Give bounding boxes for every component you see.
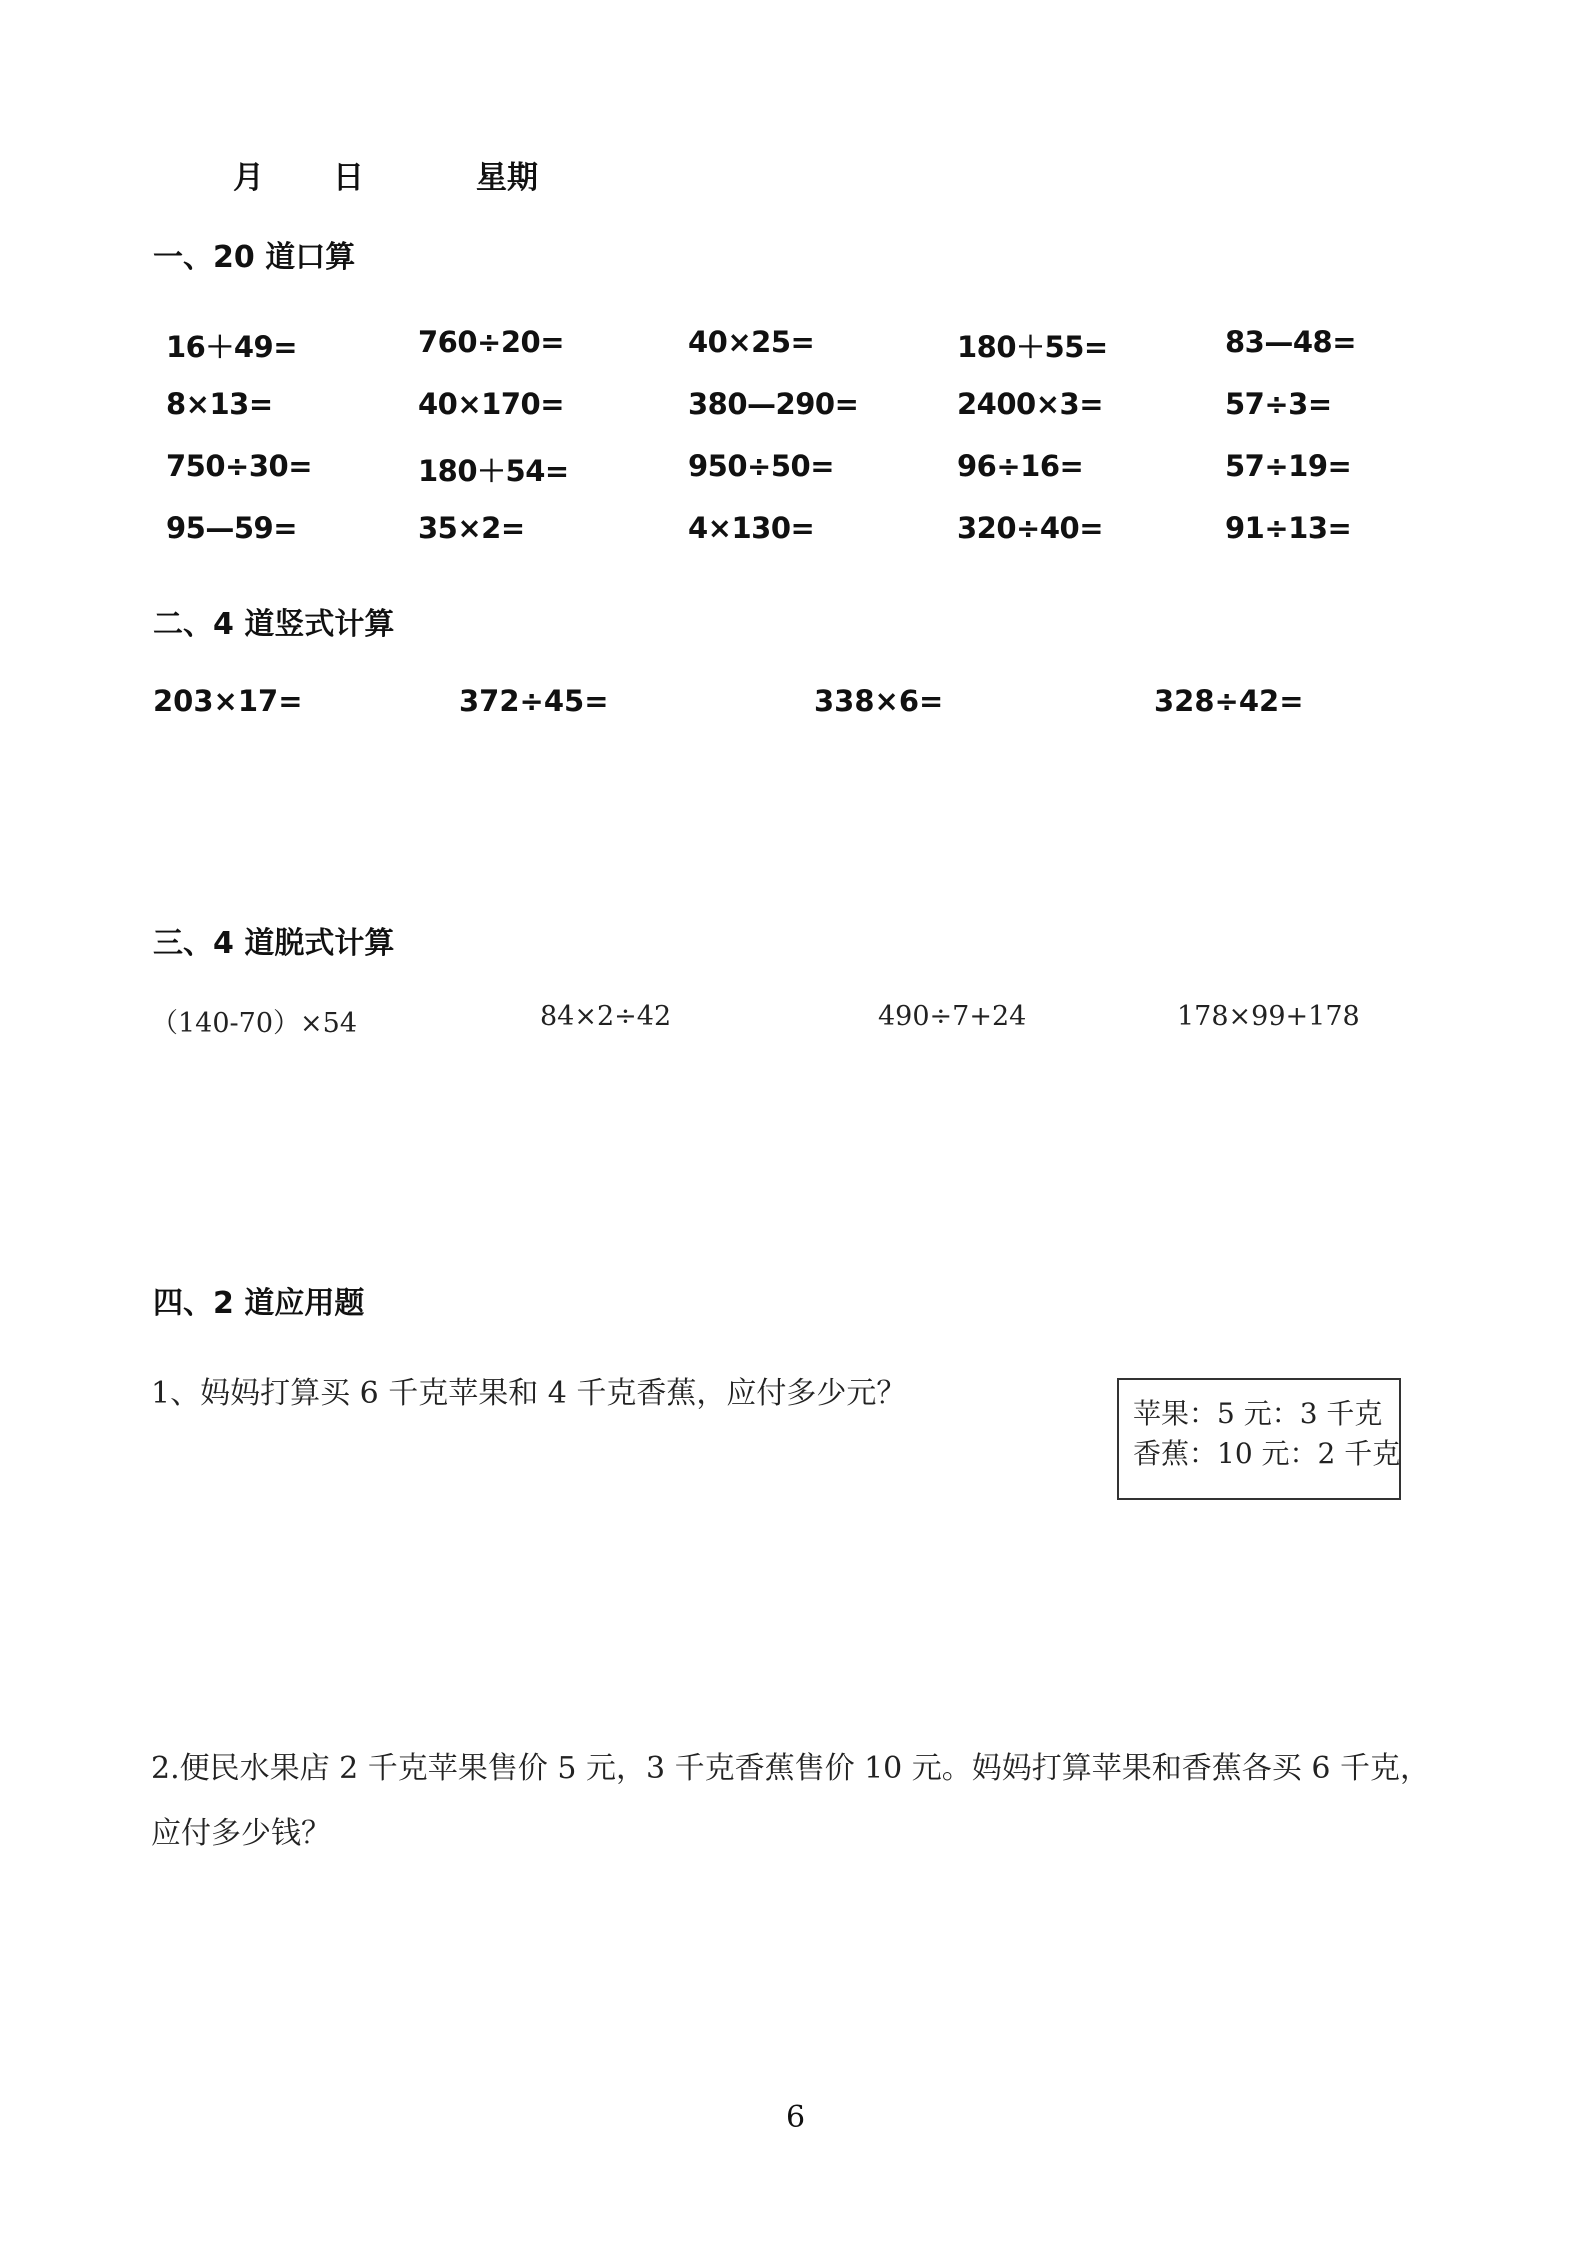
stepwise-problem: 84×2÷42 bbox=[540, 1001, 672, 1032]
vertical-problem: 372÷45= bbox=[459, 684, 609, 718]
word-problem-2-line-2: 应付多少钱？ bbox=[151, 1816, 331, 1851]
oral-problem: 40×25= bbox=[688, 325, 815, 359]
oral-problem: 57÷3= bbox=[1225, 387, 1332, 421]
oral-problem: 95—59= bbox=[166, 511, 298, 545]
oral-problem: 16＋49= bbox=[166, 330, 298, 364]
stepwise-problem: 490÷7+24 bbox=[878, 1001, 1027, 1032]
oral-problem: 180＋55= bbox=[957, 330, 1108, 364]
oral-problem: 320÷40= bbox=[957, 511, 1103, 545]
stepwise-problem: （140-70）×54 bbox=[151, 1008, 357, 1039]
oral-problem: 180＋54= bbox=[418, 454, 569, 488]
oral-problem: 57÷19= bbox=[1225, 449, 1352, 483]
month-label: 月 bbox=[233, 160, 264, 196]
section-word-title: 四、2 道应用题 bbox=[153, 1286, 365, 1321]
oral-problem: 40×170= bbox=[418, 387, 564, 421]
word-problem-1: 1、妈妈打算买 6 千克苹果和 4 千克香蕉，应付多少元？ bbox=[151, 1376, 907, 1411]
oral-problem: 950÷50= bbox=[688, 449, 834, 483]
word-problem-2-line-1: 2.便民水果店 2 千克苹果售价 5 元，3 千克香蕉售价 10 元。妈妈打算苹果和香蕉各买 6 千克， bbox=[151, 1751, 1430, 1786]
vertical-problem: 328÷42= bbox=[1154, 684, 1304, 718]
section-vertical-title: 二、4 道竖式计算 bbox=[153, 607, 395, 642]
weekday-label: 星期 bbox=[476, 160, 538, 196]
vertical-problem: 203×17= bbox=[153, 684, 303, 718]
oral-problem: 2400×3= bbox=[957, 387, 1103, 421]
section-stepwise-title: 三、4 道脱式计算 bbox=[153, 926, 395, 961]
section-oral-title: 一、20 道口算 bbox=[153, 240, 356, 275]
oral-problem: 96÷16= bbox=[957, 449, 1084, 483]
oral-problem: 4×130= bbox=[688, 511, 815, 545]
oral-problem: 750÷30= bbox=[166, 449, 312, 483]
price-box bbox=[1117, 1378, 1401, 1500]
oral-problem: 91÷13= bbox=[1225, 511, 1352, 545]
price-apple: 苹果：5 元：3 千克 bbox=[1133, 1397, 1383, 1430]
page-number: 6 bbox=[786, 2100, 806, 2135]
vertical-problem: 338×6= bbox=[814, 684, 944, 718]
stepwise-problem: 178×99+178 bbox=[1177, 1001, 1360, 1032]
day-label: 日 bbox=[333, 160, 364, 196]
price-banana: 香蕉：10 元：2 千克 bbox=[1133, 1437, 1401, 1470]
oral-problem: 760÷20= bbox=[418, 325, 564, 359]
oral-problem: 83—48= bbox=[1225, 325, 1357, 359]
oral-problem: 380—290= bbox=[688, 387, 859, 421]
oral-problem: 8×13= bbox=[166, 387, 273, 421]
oral-problem: 35×2= bbox=[418, 511, 525, 545]
